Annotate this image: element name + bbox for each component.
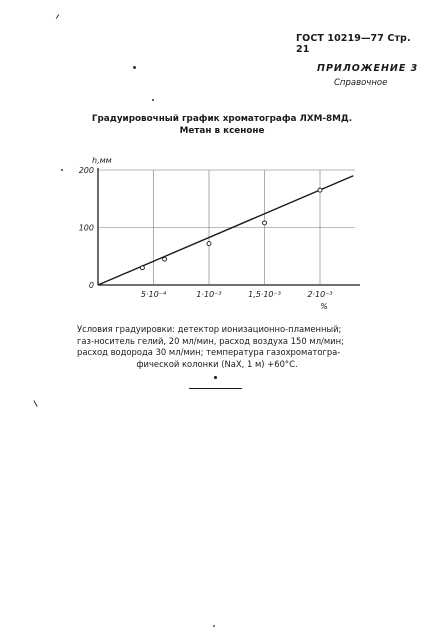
y-tick-label: 0	[88, 281, 94, 290]
data-point	[263, 221, 267, 225]
scan-speck	[213, 625, 215, 627]
conditions-line3: расход водорода 30 мл/мин; температура газохроматогра-	[77, 347, 341, 357]
calibration-chart	[60, 140, 370, 315]
chart-title	[72, 113, 372, 137]
scan-speck	[33, 400, 37, 407]
data-point	[207, 242, 211, 246]
x-tick-label: 5·10⁻⁴	[140, 290, 167, 299]
conditions-line2: газ-носитель гелий, 20 мл/мин, расход воздуха 150 мл/мин;	[77, 335, 344, 346]
calibration-line	[98, 176, 353, 285]
chart-title-line2: Метан в ксеноне	[179, 126, 265, 136]
conditions-line4: фической колонки (NaX, 1 м) +60°С.	[136, 358, 298, 369]
chart-title-line1: Градуировочный график хроматографа ЛХМ-8МД.	[91, 114, 353, 124]
calibration-conditions	[77, 324, 357, 370]
conditions-line1: Условия градуировки: детектор ионизационно-пламенный;	[77, 324, 342, 334]
y-axis-label: h,мм	[92, 156, 112, 165]
data-point	[163, 257, 167, 261]
x-tick-label: 1,5·10⁻³	[248, 290, 281, 299]
x-axis-label: %	[320, 302, 328, 311]
scan-speck	[56, 14, 59, 19]
data-point	[318, 188, 322, 192]
scan-speck	[152, 99, 154, 101]
y-tick-label: 200	[78, 166, 94, 175]
end-separator	[189, 388, 242, 389]
data-point	[140, 266, 144, 270]
x-tick-label: 2·10⁻³	[307, 290, 333, 299]
x-tick-label: 1·10⁻³	[196, 290, 222, 299]
scan-speck	[61, 169, 63, 171]
appendix-label: ПРИЛОЖЕНИЕ 3	[317, 63, 419, 74]
standard-header: ГОСТ 10219—77 Стр. 21	[296, 33, 411, 55]
reference-label: Справочное	[334, 78, 388, 88]
scan-speck	[133, 66, 136, 69]
end-dot	[214, 376, 217, 379]
y-tick-label: 100	[78, 223, 94, 233]
